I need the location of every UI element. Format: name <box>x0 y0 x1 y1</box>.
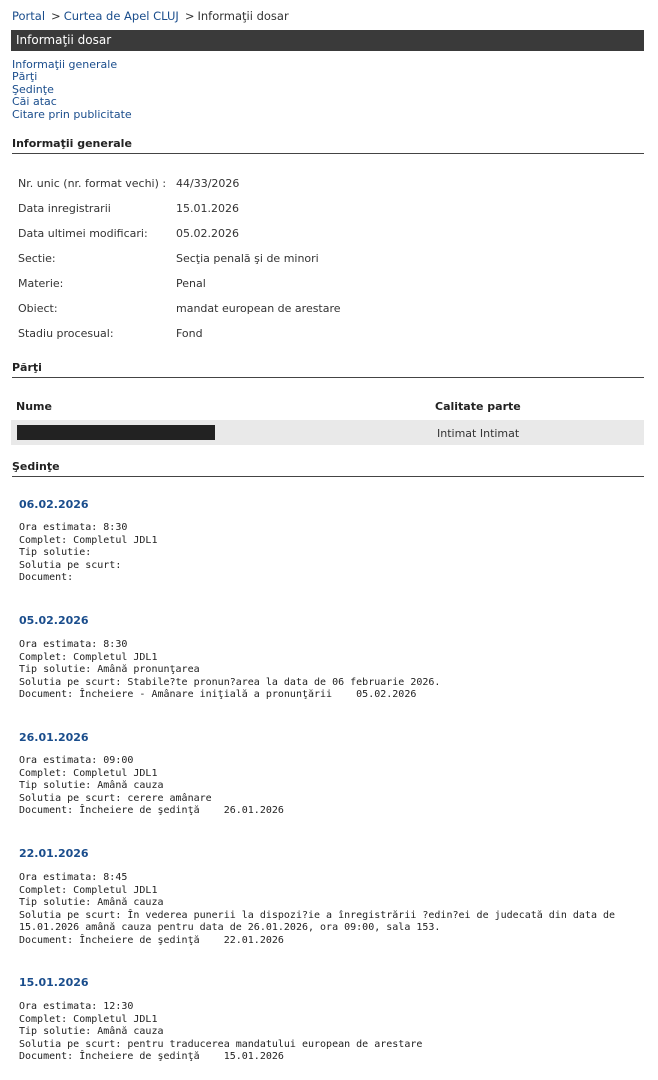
session-line: Document: Încheiere - Amânare iniţială a pronunţării 05.02.2026 <box>19 689 417 701</box>
info-row <box>18 302 341 315</box>
session-line: Tip solutie: Amână cauza <box>19 780 164 792</box>
info-label: Data inregistrarii <box>18 202 111 215</box>
session-line: Ora estimata: 09:00 <box>19 755 134 766</box>
session-line: Ora estimata: 8:45 <box>19 872 128 883</box>
session-line: Tip solutie: Amână pronunţarea <box>19 664 200 676</box>
redacted-name <box>17 425 215 440</box>
session-line: Solutia pe scurt: În vederea punerii la dispozi?ie a înregistrării ?edin?ei de judecată din data de 15.01.2026 amână cauza pentru data de 26.01.2026, ora 09:00, sala 153. <box>19 909 622 934</box>
session-details <box>19 522 639 585</box>
session-line: Solutia pe scurt: cerere amânare <box>19 792 212 804</box>
party-role: Intimat Intimat <box>437 427 520 440</box>
column-header-nume: Nume <box>16 400 52 413</box>
session-line: Ora estimata: 12:30 <box>19 1001 134 1012</box>
session-line: Tip solutie: Amână cauza <box>19 1026 164 1038</box>
section-heading-parti: Părţi <box>12 361 644 378</box>
info-label: Sectie: <box>18 252 56 265</box>
session-date: 06.02.2026 <box>19 498 89 511</box>
column-header-calitate: Calitate parte <box>435 400 521 413</box>
info-label: Materie: <box>18 277 64 290</box>
info-value: 15.01.2026 <box>176 202 239 215</box>
info-value: Penal <box>176 277 206 290</box>
toc-link-parti[interactable]: Părţi <box>12 70 38 84</box>
toc-link-cai-atac[interactable]: Căi atac <box>12 95 57 109</box>
info-value: 05.02.2026 <box>176 227 239 240</box>
breadcrumb-separator: > <box>184 9 195 23</box>
session-line: Document: Încheiere de şedinţă 26.01.2026 <box>19 805 284 817</box>
toc-link-informatii-generale[interactable]: Informaţii generale <box>12 58 118 71</box>
parti-table-header <box>16 400 644 413</box>
session-line: Complet: Completul JDL1 <box>19 534 158 546</box>
info-row <box>18 227 239 240</box>
session-line: Solutia pe scurt: <box>19 559 122 571</box>
page-title: Informaţii dosar <box>11 30 644 51</box>
breadcrumb-portal-link[interactable]: Portal <box>12 9 46 23</box>
breadcrumb-court-link[interactable]: Curtea de Apel CLUJ <box>63 9 179 23</box>
info-label: Data ultimei modificari: <box>18 227 148 240</box>
session-line: Solutia pe scurt: Stabile?te pronun?area la data de 06 februarie 2026. <box>19 676 441 688</box>
session-line: Complet: Completul JDL1 <box>19 884 158 896</box>
info-label: Obiect: <box>18 302 58 315</box>
session-date: 26.01.2026 <box>19 731 89 744</box>
info-row <box>18 277 206 290</box>
session-details <box>19 639 639 702</box>
session-line: Document: Încheiere de şedinţă 15.01.2026 <box>19 1051 284 1063</box>
session-date: 05.02.2026 <box>19 614 89 627</box>
info-value: 44/33/2026 <box>176 177 240 190</box>
session-line: Tip solutie: <box>19 547 92 559</box>
info-row <box>18 252 319 265</box>
info-row <box>18 202 239 215</box>
breadcrumb <box>12 9 289 23</box>
info-value: Fond <box>176 327 203 340</box>
session-details <box>19 1001 639 1064</box>
session-details <box>19 872 639 948</box>
session-line: Tip solutie: Amână cauza <box>19 897 164 909</box>
session-details <box>19 755 639 818</box>
info-row <box>18 177 239 190</box>
session-line: Document: <box>19 572 74 584</box>
session-date: 15.01.2026 <box>19 976 89 989</box>
section-heading-informatii-generale: Informaţii generale <box>12 137 644 154</box>
session-line: Complet: Completul JDL1 <box>19 1013 158 1025</box>
session-line: Complet: Completul JDL1 <box>19 767 158 779</box>
toc-link-sedinte[interactable]: Şedinţe <box>12 82 54 96</box>
session-line: Ora estimata: 8:30 <box>19 522 128 533</box>
session-line: Document: Încheiere de şedinţă 22.01.2026 <box>19 934 284 946</box>
breadcrumb-current: Informaţii dosar <box>197 9 289 23</box>
toc-link-citare[interactable]: Citare prin publicitate <box>12 107 132 121</box>
table-row <box>11 420 644 445</box>
session-line: Complet: Completul JDL1 <box>19 651 158 663</box>
section-links <box>12 59 132 121</box>
info-label: Nr. unic (nr. format vechi) : <box>18 177 167 190</box>
info-row <box>18 327 203 340</box>
info-value: mandat european de arestare <box>176 302 341 315</box>
info-value: Secţia penală şi de minori <box>176 252 319 265</box>
session-line: Solutia pe scurt: pentru traducerea mandatului european de arestare <box>19 1038 423 1050</box>
session-line: Ora estimata: 8:30 <box>19 639 128 650</box>
session-date: 22.01.2026 <box>19 847 89 860</box>
section-heading-sedinte: Şedinţe <box>12 460 644 477</box>
breadcrumb-separator: > <box>51 9 61 23</box>
info-label: Stadiu procesual: <box>18 327 114 340</box>
